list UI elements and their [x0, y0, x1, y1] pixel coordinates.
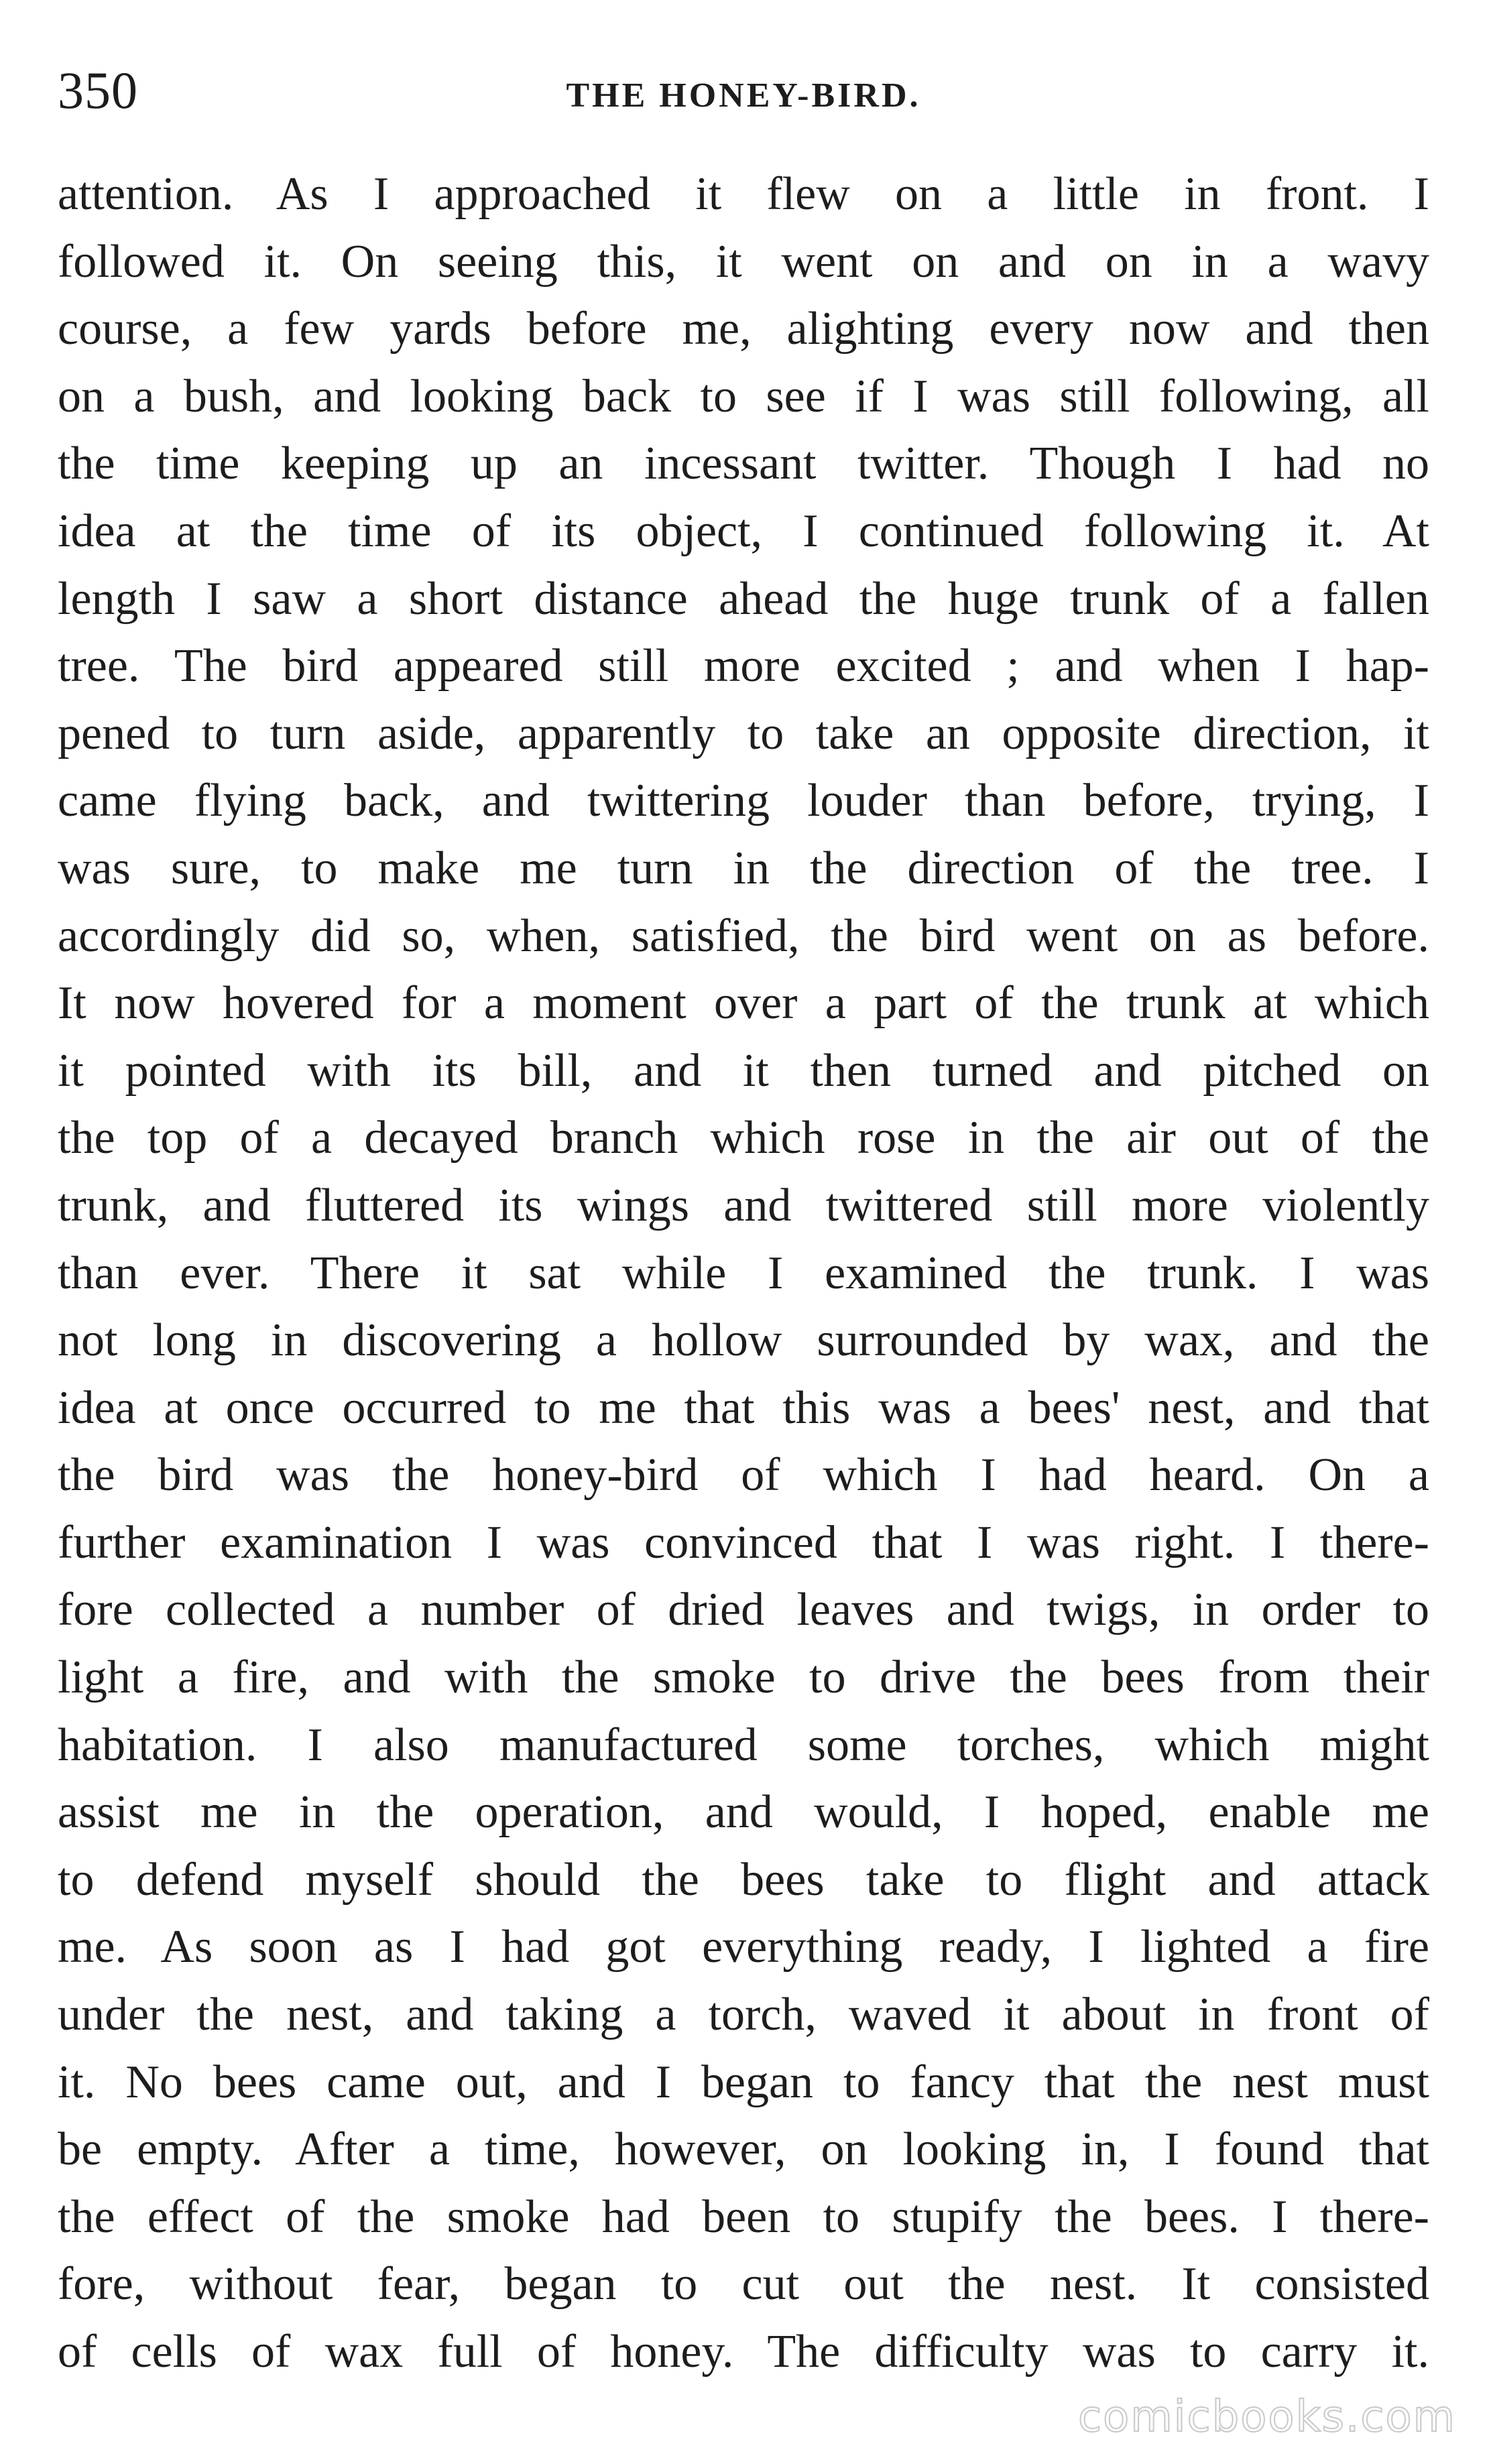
- text-line: idea at the time of its object, I continued following it. At: [58, 505, 1429, 557]
- text-line: the time keeping up an incessant twitter. Though I had no: [58, 438, 1429, 490]
- text-line: me. As soon as I had got everything ready, I lighted a fire: [58, 1921, 1429, 1973]
- text-line: habitation. I also manufactured some torches, which might: [58, 1719, 1429, 1771]
- text-line: trunk, and fluttered its wings and twittered still more violently: [58, 1179, 1429, 1231]
- text-line: It now hovered for a moment over a part of the trunk at which: [58, 977, 1429, 1030]
- body-text: [58, 161, 1429, 2386]
- text-line: further examination I was convinced that I was right. I there-: [58, 1516, 1429, 1568]
- text-line: the effect of the smoke had been to stupify the bees. I there-: [58, 2191, 1429, 2243]
- text-line: under the nest, and taking a torch, waved it about in front of: [58, 1989, 1429, 2041]
- text-line: of cells of wax full of honey. The difficulty was to carry it.: [58, 2326, 1429, 2378]
- text-line: followed it. On seeing this, it went on and on in a wavy: [58, 235, 1429, 288]
- text-line: be empty. After a time, however, on looking in, I found that: [58, 2123, 1429, 2176]
- text-line: fore, without fear, began to cut out the nest. It consisted: [58, 2258, 1429, 2311]
- text-line: accordingly did so, when, satisfied, the bird went on as before.: [58, 910, 1429, 962]
- text-line: length I saw a short distance ahead the huge trunk of a fallen: [58, 572, 1429, 625]
- text-line: the bird was the honey-bird of which I had heard. On a: [58, 1449, 1429, 1501]
- page-header: [58, 54, 1429, 134]
- text-line: not long in discovering a hollow surrounded by wax, and the: [58, 1314, 1429, 1367]
- text-line: the top of a decayed branch which rose in the air out of the: [58, 1112, 1429, 1164]
- text-line: came flying back, and twittering louder than before, trying, I: [58, 775, 1429, 827]
- running-head: THE HONEY-BIRD.: [566, 76, 921, 115]
- page-number: 350: [58, 61, 138, 119]
- text-line: tree. The bird appeared still more excited ; and when I hap-: [58, 640, 1429, 692]
- text-line: it pointed with its bill, and it then turned and pitched on: [58, 1044, 1429, 1097]
- text-line: attention. As I approached it flew on a little in front. I: [58, 168, 1429, 220]
- watermark: comicbooks.com: [1077, 2392, 1456, 2442]
- text-line: idea at once occurred to me that this was a bees' nest, and that: [58, 1381, 1429, 1434]
- text-line: light a fire, and with the smoke to drive the bees from their: [58, 1652, 1429, 1704]
- text-line: was sure, to make me turn in the direction of the tree. I: [58, 842, 1429, 894]
- text-line: assist me in the operation, and would, I hoped, enable me: [58, 1786, 1429, 1839]
- text-line: fore collected a number of dried leaves and twigs, in order to: [58, 1584, 1429, 1636]
- text-line: to defend myself should the bees take to flight and attack: [58, 1853, 1429, 1906]
- text-line: course, a few yards before me, alighting every now and then: [58, 303, 1429, 355]
- text-line: on a bush, and looking back to see if I was still following, all: [58, 370, 1429, 422]
- text-line: pened to turn aside, apparently to take an opposite direction, it: [58, 707, 1429, 759]
- text-line: than ever. There it sat while I examined the trunk. I was: [58, 1247, 1429, 1299]
- text-line: it. No bees came out, and I began to fancy that the nest must: [58, 2056, 1429, 2108]
